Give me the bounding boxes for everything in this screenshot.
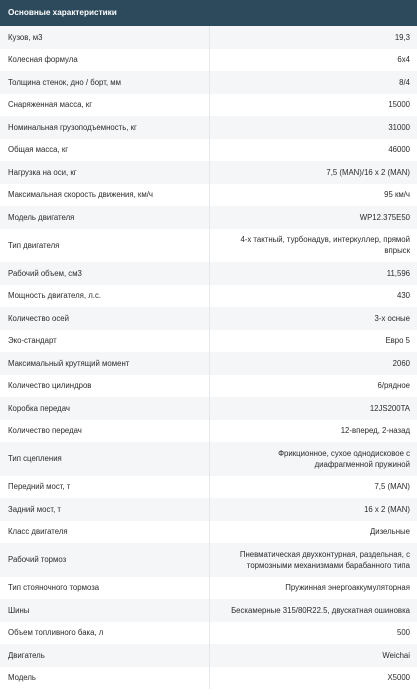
table-row: [0, 330, 417, 353]
table-row: [0, 644, 417, 667]
row-label: Задний мост, т: [0, 498, 210, 521]
row-label: Тип двигателя: [0, 229, 210, 263]
table-row: [0, 229, 417, 263]
table-row: [0, 577, 417, 600]
row-value: 19,3: [394, 32, 410, 42]
row-value: 6/рядное: [377, 381, 410, 391]
row-value: 12-вперед, 2-назад: [340, 426, 410, 436]
row-value: Пружинная энергоаккумуляторная: [285, 583, 410, 593]
table-title: Основные характеристики: [0, 0, 417, 26]
row-value: 8/4: [399, 77, 410, 87]
row-label: Количество передач: [0, 420, 210, 443]
row-value: Дизельные: [369, 527, 410, 537]
row-value: Фрикционное, сухое однодисковое с диафрагменной пружиной: [278, 448, 410, 469]
row-label: Максимальная скорость движения, км/ч: [0, 184, 210, 207]
row-label: Объем топливного бака, л: [0, 622, 210, 645]
row-value: 7,5 (MAN)/16 х 2 (MAN): [326, 167, 410, 177]
table-row: [0, 442, 417, 476]
row-value: 2060: [392, 358, 410, 368]
row-label: Коробка передач: [0, 397, 210, 420]
row-label: Толщина стенок, дно / борт, мм: [0, 71, 210, 94]
table-row: [0, 94, 417, 117]
row-value: 12JS200TA: [369, 403, 410, 413]
table-row: [0, 543, 417, 577]
row-label: Кузов, м3: [0, 26, 210, 49]
row-value: 95 км/ч: [384, 190, 410, 200]
table-row: [0, 307, 417, 330]
table-row: [0, 622, 417, 645]
table-row: [0, 184, 417, 207]
row-label: Шины: [0, 599, 210, 622]
row-value: Бескамерные 315/80R22.5, двускатная ошиновка: [231, 605, 410, 615]
row-value: 3-х осные: [374, 313, 410, 323]
table-row: [0, 116, 417, 139]
row-label: Класс двигателя: [0, 521, 210, 544]
table-row: [0, 667, 417, 690]
table-row: [0, 206, 417, 229]
row-value: 7,5 (MAN): [374, 482, 410, 492]
row-value: 500: [396, 628, 410, 638]
table-row: [0, 476, 417, 499]
table-row: [0, 285, 417, 308]
row-value: 16 х 2 (MAN): [364, 504, 410, 514]
row-value: 15000: [388, 100, 410, 110]
row-value: 4-х тактный, турбонадув, интеркуллер, прямой впрыск: [240, 235, 410, 256]
row-label: Колесная формула: [0, 49, 210, 72]
row-label: Рабочий тормоз: [0, 543, 210, 577]
row-value: Евро 5: [385, 336, 410, 346]
table-row: [0, 397, 417, 420]
table-row: [0, 521, 417, 544]
row-label: Модель: [0, 667, 210, 690]
row-label: Тип стояночного тормоза: [0, 577, 210, 600]
table-row: [0, 26, 417, 49]
row-label: Количество осей: [0, 307, 210, 330]
table-row: [0, 352, 417, 375]
row-value: X5000: [387, 673, 410, 683]
row-value: 31000: [388, 122, 410, 132]
row-label: Передний мост, т: [0, 476, 210, 499]
table-row: [0, 139, 417, 162]
table-row: [0, 599, 417, 622]
row-value: 46000: [388, 145, 410, 155]
row-value: 6x4: [397, 55, 410, 65]
table-rows: [0, 26, 417, 689]
table-row: [0, 262, 417, 285]
table-row: [0, 420, 417, 443]
row-label: Снаряженная масса, кг: [0, 94, 210, 117]
table-row: [0, 71, 417, 94]
row-value: WP12.375E50: [359, 212, 410, 222]
row-label: Рабочий объем, см3: [0, 262, 210, 285]
table-row: [0, 498, 417, 521]
row-label: Максимальный крутящий момент: [0, 352, 210, 375]
row-label: Эко-стандарт: [0, 330, 210, 353]
table-row: [0, 49, 417, 72]
row-label: Модель двигателя: [0, 206, 210, 229]
table-row: [0, 375, 417, 398]
row-value: Weichai: [382, 650, 410, 660]
row-label: Нагрузка на оси, кг: [0, 161, 210, 184]
row-label: Общая масса, кг: [0, 139, 210, 162]
row-value: 11,596: [386, 268, 410, 278]
row-label: Мощность двигателя, л.с.: [0, 285, 210, 308]
row-label: Количество цилиндров: [0, 375, 210, 398]
row-label: Двигатель: [0, 644, 210, 667]
table-row: [0, 161, 417, 184]
row-value: Пневматическая двухконтурная, раздельная, с тормозными механизмами барабанного типа: [239, 549, 410, 570]
row-label: Номинальная грузоподъемность, кг: [0, 116, 210, 139]
row-label: Тип сцепления: [0, 442, 210, 476]
row-value: 430: [396, 291, 410, 301]
